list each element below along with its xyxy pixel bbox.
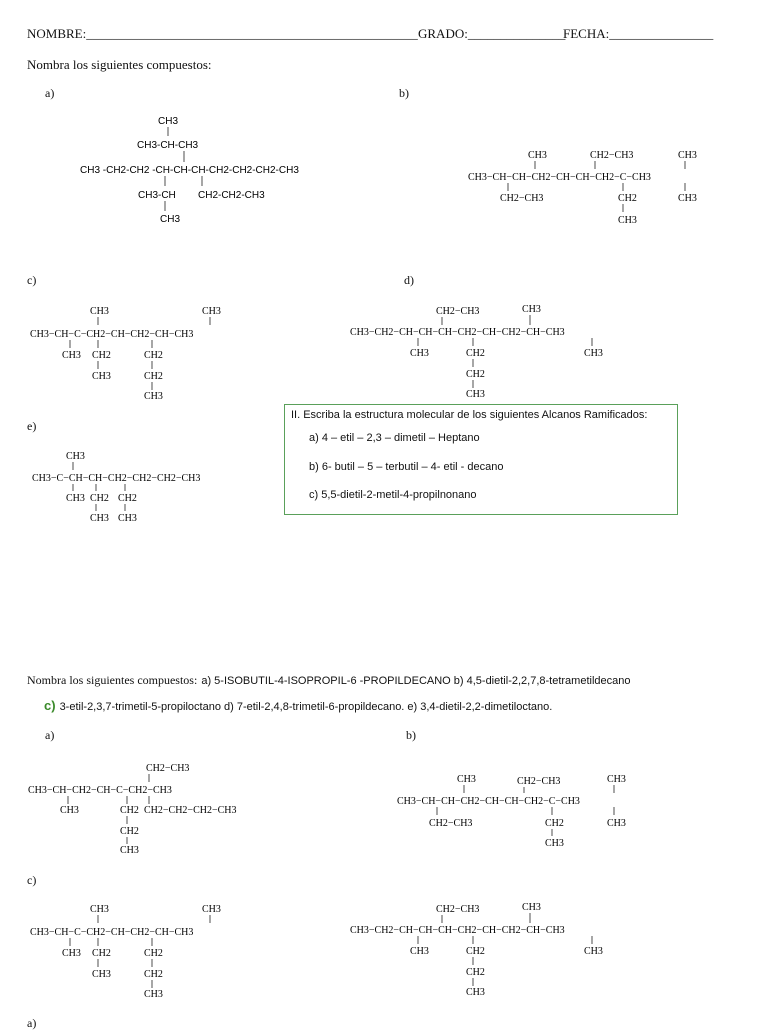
struct-b-b3: CH3 xyxy=(618,215,637,226)
struct-c2-t2: CH3 xyxy=(202,904,221,915)
struct-e-b4: CH3 xyxy=(90,513,109,524)
struct-d-t2: CH3 xyxy=(522,304,541,315)
answers-line2 xyxy=(44,697,552,715)
struct-a2-b4: CH2 xyxy=(120,826,139,837)
structure-b2 xyxy=(397,770,657,852)
struct-b-main: CH3−CH−CH−CH2−CH−CH−CH2−C−CH3 xyxy=(468,172,651,183)
struct-a-bot2: CH3 xyxy=(160,214,181,225)
structure-c xyxy=(30,302,270,402)
struct-b-t2: CH2−CH3 xyxy=(590,150,634,161)
struct-d2-b5: CH3 xyxy=(584,946,603,957)
struct-d2-b2: CH2 xyxy=(466,946,485,957)
struct-a-bot1: CH3-CH xyxy=(138,190,176,201)
struct-c-b1: CH3 xyxy=(62,350,81,361)
struct-b-b1: CH2−CH3 xyxy=(500,193,544,204)
struct-a-main: CH3 -CH2-CH2 -CH-CH-CH-CH2-CH2-CH2-CH3 xyxy=(80,165,299,176)
struct-d-main: CH3−CH2−CH−CH−CH−CH2−CH−CH2−CH−CH3 xyxy=(350,327,565,338)
struct-d2-main: CH3−CH2−CH−CH−CH−CH2−CH−CH2−CH−CH3 xyxy=(350,925,565,936)
struct-b2-main: CH3−CH−CH−CH2−CH−CH−CH2−C−CH3 xyxy=(397,796,580,807)
struct-b-b4: CH3 xyxy=(678,193,697,204)
struct-c2-b2: CH2 xyxy=(92,948,111,959)
struct-d2-b1: CH3 xyxy=(410,946,429,957)
struct-a-top2: CH3-CH-CH3 xyxy=(137,140,199,151)
label-c: c) xyxy=(27,273,37,287)
struct-e-main: CH3−C−CH−CH−CH2−CH2−CH2−CH3 xyxy=(32,473,201,484)
struct-c-main: CH3−CH−C−CH2−CH−CH2−CH−CH3 xyxy=(30,329,194,340)
struct-c-b3: CH3 xyxy=(92,371,111,382)
struct-b2-b3: CH3 xyxy=(545,838,564,849)
struct-e-b5: CH3 xyxy=(118,513,137,524)
struct-a2-b3: CH2−CH2−CH2−CH3 xyxy=(144,805,237,816)
section2-title: II. Escriba la estructura molecular de los siguientes Alcanos Ramificados: xyxy=(291,409,648,421)
struct-c-t1: CH3 xyxy=(90,306,109,317)
struct-d-b1: CH3 xyxy=(410,348,429,359)
struct-b2-t1: CH3 xyxy=(457,774,476,785)
structure-c2 xyxy=(30,900,270,1000)
struct-e-b1: CH3 xyxy=(66,493,85,504)
answer-label-a: a) xyxy=(45,728,55,742)
struct-c2-b5: CH2 xyxy=(144,969,163,980)
struct-c2-b4: CH2 xyxy=(144,948,163,959)
answers-line2-text: 3-etil-2,3,7-trimetil-5-propiloctano d) 7-etil-2,4,8-trimetil-6-propildecano. e) 3,4-dietil-2,2-dimetiloctano. xyxy=(59,701,553,713)
struct-d2-t2: CH3 xyxy=(522,902,541,913)
struct-a2-main: CH3−CH−CH2−CH−C−CH2−CH3 xyxy=(28,785,172,796)
answer-label-a2: a) xyxy=(27,1016,37,1030)
struct-c2-b6: CH3 xyxy=(144,989,163,1000)
struct-a2-b2: CH2 xyxy=(120,805,139,816)
struct-e-t1: CH3 xyxy=(66,451,85,462)
grado-field[interactable]: GRADO:_______________ xyxy=(418,26,566,41)
label-e: e) xyxy=(27,419,37,433)
struct-a-top1: CH3 xyxy=(158,116,179,127)
struct-a2-b5: CH3 xyxy=(120,845,139,856)
nombre-field[interactable]: NOMBRE:___________________________________________________ xyxy=(27,26,418,41)
answer-label-b: b) xyxy=(406,728,416,742)
fecha-field[interactable]: FECHA:________________ xyxy=(563,26,714,41)
struct-b2-t2: CH2−CH3 xyxy=(517,776,561,787)
struct-d2-t1: CH2−CH3 xyxy=(436,904,480,915)
struct-a2-b1: CH3 xyxy=(60,805,79,816)
struct-c2-b1: CH3 xyxy=(62,948,81,959)
struct-b2-b1: CH2−CH3 xyxy=(429,818,473,829)
struct-b2-b4: CH3 xyxy=(607,818,626,829)
answers-c-marker: c) xyxy=(44,698,56,713)
struct-b-t1: CH3 xyxy=(528,150,547,161)
answers-line1 xyxy=(27,671,630,689)
struct-c-b2: CH2 xyxy=(92,350,111,361)
section2-item-c: c) 5,5-dietil-2-metil-4-propilnonano xyxy=(309,489,477,501)
label-b: b) xyxy=(399,86,409,100)
struct-e-b3: CH2 xyxy=(118,493,137,504)
struct-a-bot1b: CH2-CH2-CH3 xyxy=(198,190,265,201)
struct-c-t2: CH3 xyxy=(202,306,221,317)
struct-d-b3: CH2 xyxy=(466,369,485,380)
struct-c-b5: CH2 xyxy=(144,371,163,382)
struct-c2-b3: CH3 xyxy=(92,969,111,980)
answers-title: Nombra los siguientes compuestos: xyxy=(27,673,198,687)
structure-d xyxy=(350,302,650,402)
struct-b2-b2: CH2 xyxy=(545,818,564,829)
structure-e xyxy=(32,447,272,527)
struct-e-b2: CH2 xyxy=(90,493,109,504)
struct-d2-b4: CH3 xyxy=(466,987,485,998)
struct-d-b2: CH2 xyxy=(466,348,485,359)
struct-d2-b3: CH2 xyxy=(466,967,485,978)
label-a: a) xyxy=(45,86,55,100)
struct-d-b4: CH3 xyxy=(466,389,485,400)
struct-b-t3: CH3 xyxy=(678,150,697,161)
struct-b2-t3: CH3 xyxy=(607,774,626,785)
struct-d-t1: CH2−CH3 xyxy=(436,306,480,317)
struct-a2-t1: CH2−CH3 xyxy=(146,763,190,774)
label-d: d) xyxy=(404,273,414,287)
struct-c-b4: CH2 xyxy=(144,350,163,361)
struct-c2-main: CH3−CH−C−CH2−CH−CH2−CH−CH3 xyxy=(30,927,194,938)
structure-d2 xyxy=(350,900,650,1000)
struct-b-b2: CH2 xyxy=(618,193,637,204)
structure-a2 xyxy=(28,760,278,856)
answer-label-c: c) xyxy=(27,873,37,887)
struct-c2-t1: CH3 xyxy=(90,904,109,915)
section2-item-b: b) 6- butil – 5 – terbutil – 4- etil - decano xyxy=(309,461,504,473)
answers-line1-text: a) 5-ISOBUTIL-4-ISOPROPIL-6 -PROPILDECANO b) 4,5-dietil-2,2,7,8-tetrametildecano xyxy=(201,675,631,687)
section1-title: Nombra los siguientes compuestos: xyxy=(27,57,212,72)
section2-item-a: a) 4 – etil – 2,3 – dimetil – Heptano xyxy=(309,432,480,444)
struct-c-b6: CH3 xyxy=(144,391,163,402)
structure-b xyxy=(468,144,728,229)
struct-d-b5: CH3 xyxy=(584,348,603,359)
structure-a xyxy=(80,110,330,230)
section2-box xyxy=(284,404,678,515)
